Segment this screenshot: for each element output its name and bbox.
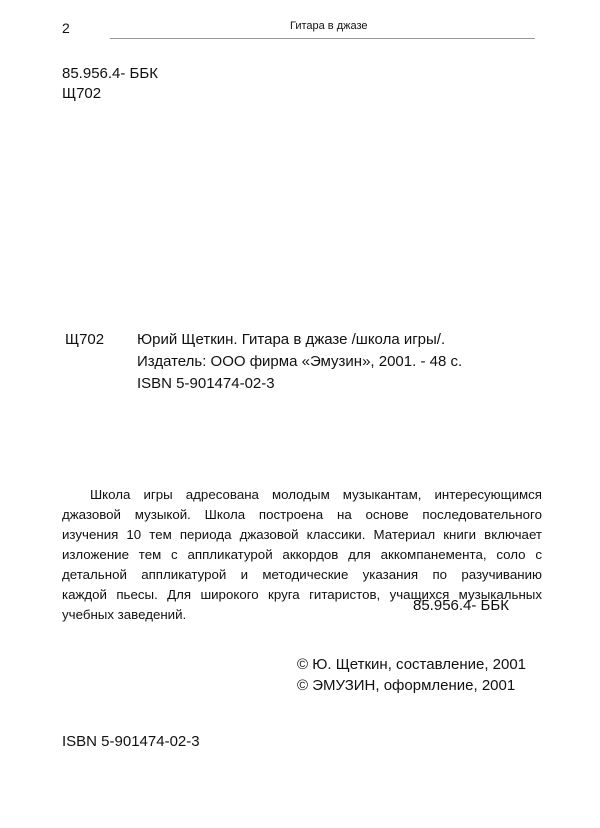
annotation-line: Школа игры адресована молодым музыкантам, интересующимся: [90, 487, 542, 502]
author-mark: Щ702: [62, 85, 102, 102]
bbk-code: 85.956.4- ББК: [62, 65, 158, 82]
citation-mark: Щ702: [65, 331, 105, 348]
copyright-publisher: © ЭМУЗИН, оформление, 2001: [297, 677, 516, 694]
annotation-line: изучения 10 тем периода джазовой классики. Материал книги включает: [62, 527, 542, 542]
citation-line: Юрий Щеткин. Гитара в джазе /школа игры/.: [137, 331, 446, 348]
citation-line: Издатель: ООО фирма «Эмузин», 2001. - 48 с.: [137, 353, 463, 370]
annotation-line: каждой пьесы. Для широкого круга гитаристов, учащихся музыкальных: [62, 587, 542, 602]
citation-line: ISBN 5-901474-02-3: [137, 375, 275, 392]
running-title: Гитара в джазе: [290, 20, 368, 32]
copyright-author: © Ю. Щеткин, составление, 2001: [297, 656, 527, 673]
annotation-line: детальной аппликатурой и методические указания по разучиванию: [62, 567, 542, 582]
annotation-line: учебных заведений.: [62, 607, 187, 622]
bbk-code-right: 85.956.4- ББК: [413, 597, 509, 614]
page-number: 2: [62, 20, 70, 36]
header-rule: [110, 38, 535, 39]
isbn-bottom: ISBN 5-901474-02-3: [62, 733, 200, 750]
annotation-line: изложение тем с аппликатурой аккордов для аккомпанемента, соло с: [62, 547, 542, 562]
annotation-line: джазовой музыкой. Школа построена на основе последовательного: [62, 507, 542, 522]
